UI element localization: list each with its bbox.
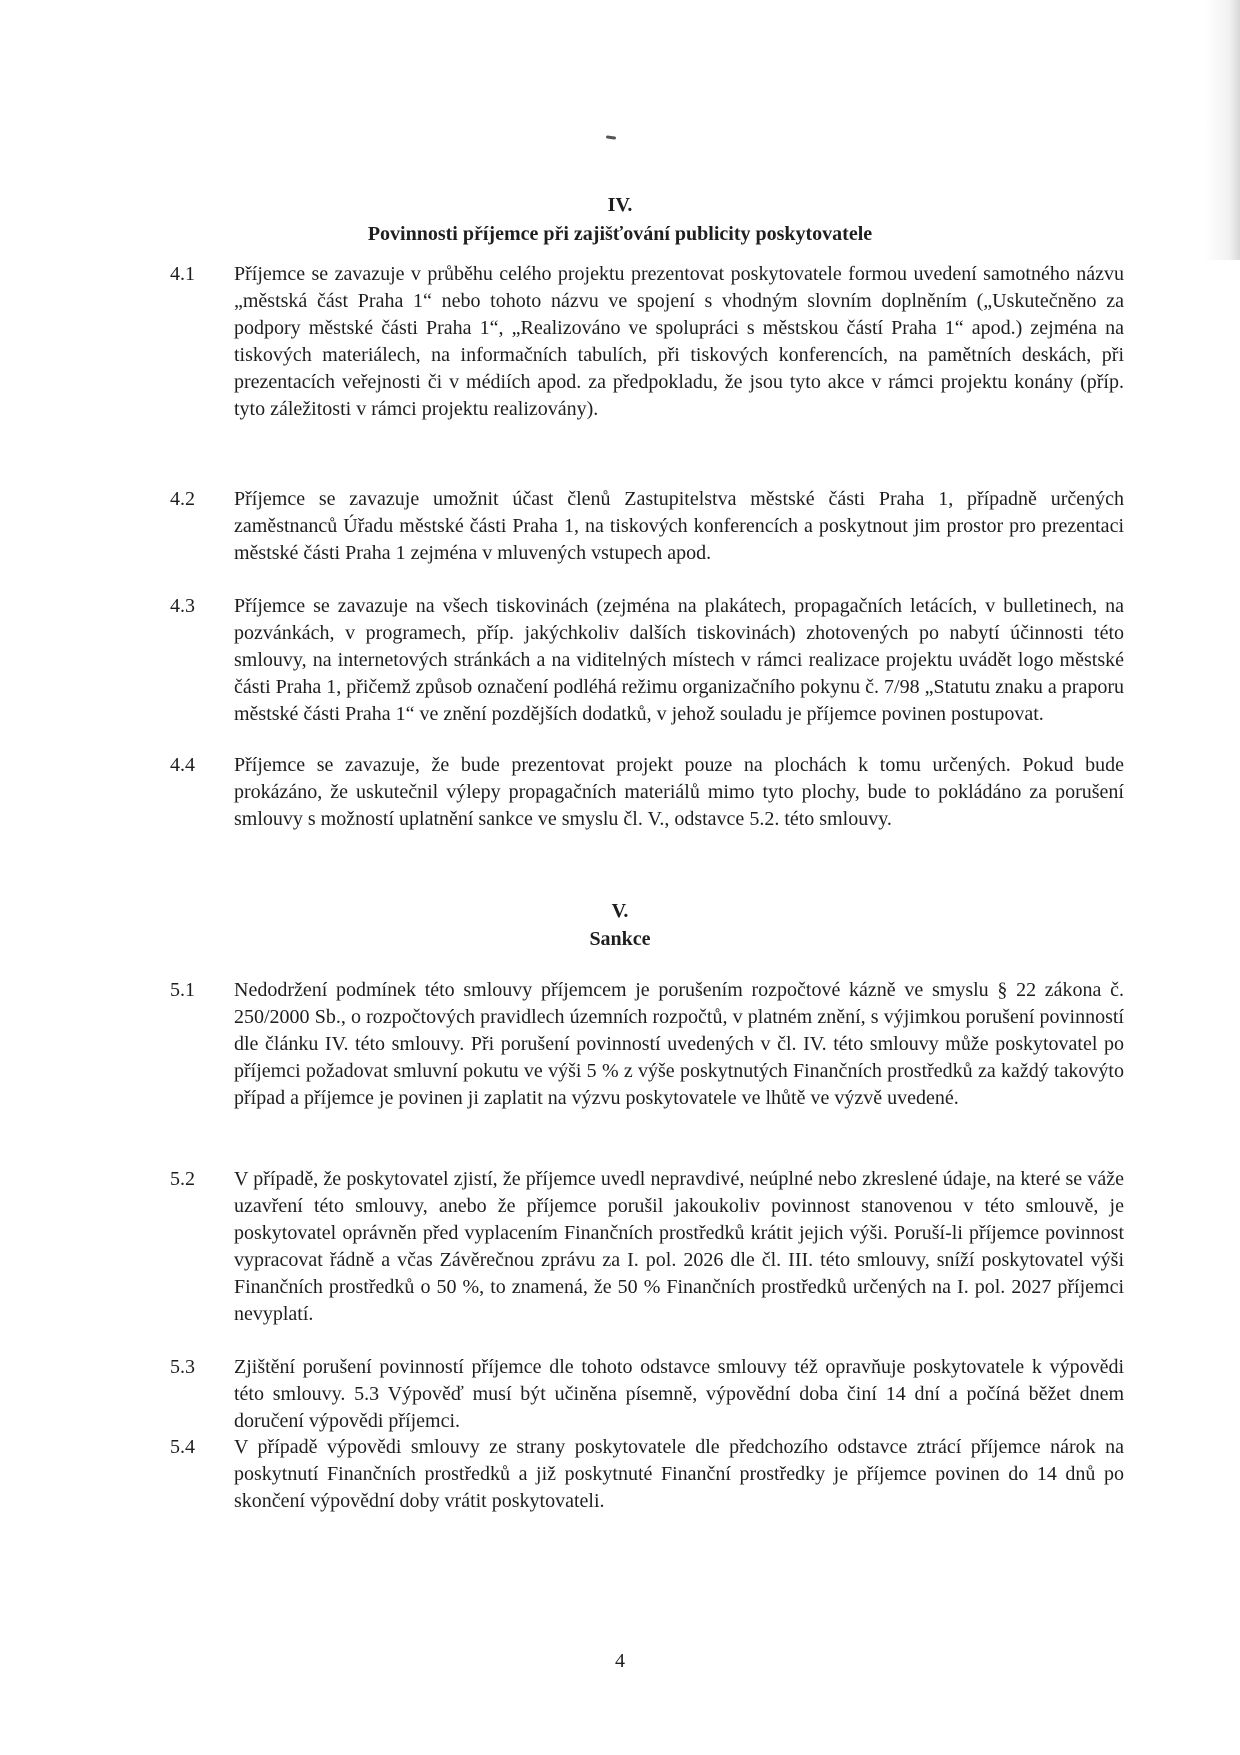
clause-text: Příjemce se zavazuje v průběhu celého projektu prezentovat poskytovatele formou uvedení samotného názvu „městská část Praha 1“ nebo tohoto názvu ve spojení s vhodným slovním doplněním („Uskutečněno za podpory městské části Praha 1“, „Realizováno ve spolupráci s městskou částí Praha 1“ apod.) zejména na tiskových materiálech, na informačních tabulích, při tiskových konferencích, na pamětních deskách, při prezentacích veřejnosti či v médiích apod. za předpokladu, že jsou tyto akce v rámci projektu konány (příp. tyto záležitosti v rámci projektu realizovány).	[234, 263, 1124, 420]
clause-text: Příjemce se zavazuje, že bude prezentovat projekt pouze na plochách k tomu určených. Pokud bude prokázáno, že uskutečnil výlepy propagačních materiálů mimo tyto plochy, bude to pokládáno za porušení smlouvy s možností uplatnění sankce ve smyslu čl. V., odstavce 5.2. této smlouvy.	[234, 754, 1124, 830]
page-number: 4	[615, 1650, 625, 1672]
clause-number: 4.1	[170, 263, 195, 285]
clause-number: 5.3	[170, 1356, 195, 1378]
clause-number: 5.1	[170, 979, 195, 1001]
section-iv-numeral: IV.	[607, 194, 633, 216]
clause-text: Příjemce se zavazuje na všech tiskovinách (zejména na plakátech, propagačních letácích, v bulletinech, na pozvánkách, v programech, příp. jakýchkoliv dalších tiskovinách) zhotovených po nabytí účinnosti této smlouvy, na internetových stránkách a na viditelných místech v rámci realizace projektu uvádět logo městské části Praha 1, přičemž způsob označení podléhá režimu organizačního pokynu č. 7/98 „Statutu znaku a praporu městské části Praha 1“ ve znění pozdějších dodatků, v jehož souladu je příjemce povinen postupovat.	[234, 595, 1124, 725]
clause-text: V případě, že poskytovatel zjistí, že příjemce uvedl nepravdivé, neúplné nebo zkreslené údaje, na které se váže uzavření této smlouvy, anebo že příjemce porušil jakoukoliv povinnost stanovenou v této smlouvě, je poskytovatel oprávněn před vyplacením Finančních prostředků krátit jejich výši. Poruší-li příjemce povinnost vypracovat řádně a včas Závěrečnou zprávu za I. pol. 2026 dle čl. III. této smlouvy, sníží poskytovatel výši Finančních prostředků o 50 %, to znamená, že 50 % Finančních prostředků určených na I. pol. 2027 příjemci nevyplatí.	[234, 1168, 1124, 1325]
section-iv-title: Povinnosti příjemce při zajišťování publicity poskytovatele	[367, 223, 873, 245]
clause-number: 4.4	[170, 754, 195, 776]
clause-text: V případě výpovědi smlouvy ze strany poskytovatele dle předchozího odstavce ztrácí příjemce nárok na poskytnutí Finančních prostředků a již poskytnuté Finanční prostředky je příjemce povinen do 14 dnů po skončení výpovědní doby vrátit poskytovateli.	[234, 1436, 1124, 1512]
clause-text: Nedodržení podmínek této smlouvy příjemcem je porušením rozpočtové kázně ve smyslu § 22 zákona č. 250/2000 Sb., o rozpočtových pravidlech územních rozpočtů, v platném znění, s výjimkou porušení povinností dle článku IV. této smlouvy. Při porušení povinností uvedených v čl. IV. této smlouvy může poskytovatel po příjemci požadovat smluvní pokutu ve výši 5 % z výše poskytnutých Finančních prostředků za každý takovýto případ a příjemce je povinen ji zaplatit na výzvu poskytovatele ve lhůtě ve výzvě uvedené.	[234, 979, 1124, 1109]
clause-text: Zjištění porušení povinností příjemce dle tohoto odstavce smlouvy též opravňuje poskytovatele k výpovědi této smlouvy. 5.3 Výpověď musí být učiněna písemně, výpovědní doba činí 14 dní a počíná běžet dnem doručení výpovědi příjemci.	[234, 1356, 1124, 1432]
clause-number: 4.3	[170, 595, 195, 617]
scan-speck	[606, 135, 616, 139]
clause-text: Příjemce se zavazuje umožnit účast členů Zastupitelstva městské části Praha 1, případně určených zaměstnanců Úřadu městské části Praha 1, na tiskových konferencích a poskytnout jim prostor pro prezentaci městské části Praha 1 zejména v mluvených vstupech apod.	[234, 488, 1124, 564]
clause-number: 4.2	[170, 488, 195, 510]
clause-number: 5.2	[170, 1168, 195, 1190]
section-v-title: Sankce	[589, 928, 651, 950]
clause-number: 5.4	[170, 1436, 195, 1458]
section-v-numeral: V.	[611, 900, 629, 922]
